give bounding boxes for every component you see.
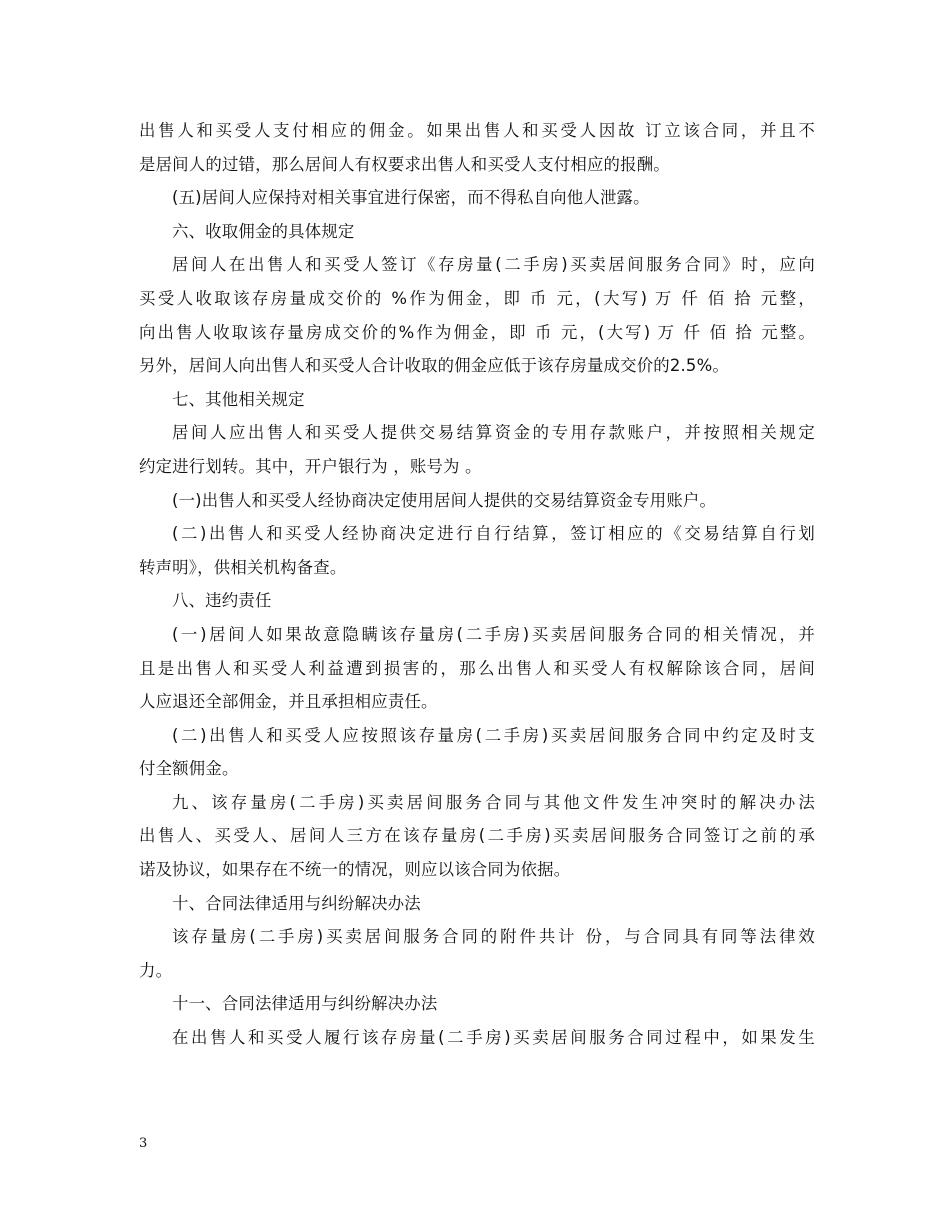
document-body (139, 114, 815, 1055)
text-line: 付全额佣金。 (139, 759, 239, 779)
text-line: 转声明》，供相关机构备查。 (139, 557, 347, 577)
text-line: 出售人、买受人、居间人三方在该存量房(二手房)买卖居间服务合同签订之前的承 (139, 826, 815, 846)
text-line: (一)出售人和买受人经协商决定使用居间人提供的交易结算资金专用账户。 (172, 490, 717, 510)
text-line: 居间人应出售人和买受人提供交易结算资金的专用存款账户，并按照相关规定 (172, 423, 815, 443)
text-line: 人应退还全部佣金，并且承担相应责任。 (139, 692, 438, 712)
text-line: 是居间人的过错，那么居间人有权要求出售人和买受人支付相应的报酬。 (139, 154, 670, 174)
text-line: 该存量房(二手房)买卖居间服务合同的附件共计 份，与合同具有同等法律效 (172, 927, 815, 947)
text-line: (五)居间人应保持对相关事宜进行保密，而不得私自向他人泄露。 (172, 188, 650, 208)
text-line: (一)居间人如果故意隐瞒该存量房(二手房)买卖居间服务合同的相关情况，并 (172, 624, 815, 644)
text-line: 十、合同法律适用与纠纷解决办法 (172, 893, 421, 913)
text-line: 在出售人和买受人履行该存房量(二手房)买卖居间服务合同过程中，如果发生 (172, 1028, 815, 1048)
text-line: 诺及协议，如果存在不统一的情况，则应以该合同为依据。 (139, 860, 571, 880)
text-line: 力。 (139, 960, 173, 980)
page-number: 3 (139, 1136, 148, 1151)
text-line: (二)出售人和买受人应按照该存量房(二手房)买卖居间服务合同中约定及时支 (172, 725, 815, 745)
text-line: 向出售人收取该存量房成交价的%作为佣金，即 币 元，(大写) 万 仟 佰 拾 元整。 (139, 322, 815, 342)
text-line: 出售人和买受人支付相应的佣金。如果出售人和买受人因故 订立该合同，并且不 (139, 121, 815, 140)
text-line: 十一、合同法律适用与纠纷解决办法 (172, 994, 438, 1014)
text-line: 居间人在出售人和买受人签订《存房量(二手房)买卖居间服务合同》时，应向 (172, 255, 815, 275)
text-line: 七、其他相关规定 (172, 389, 305, 409)
text-line: 九、该存量房(二手房)买卖居间服务合同与其他文件发生冲突时的解决办法 (172, 792, 815, 812)
text-line: (二)出售人和买受人经协商决定进行自行结算，签订相应的《交易结算自行划 (172, 524, 815, 544)
text-line: 买受人收取该存房量成交价的 %作为佣金，即 币 元，(大写) 万 仟 佰 拾 元整， (139, 288, 815, 308)
text-line: 另外，居间人向出售人和买受人合计收取的佣金应低于该存房量成交价的2.5%。 (139, 356, 729, 376)
text-line: 且是出售人和买受人利益遭到损害的，那么出售人和买受人有权解除该合同，居间 (139, 658, 815, 678)
text-line: 约定进行划转。其中，开户银行为 ，账号为 。 (139, 456, 482, 476)
text-line: 六、收取佣金的具体规定 (172, 221, 355, 241)
text-line: 八、违约责任 (172, 591, 272, 611)
